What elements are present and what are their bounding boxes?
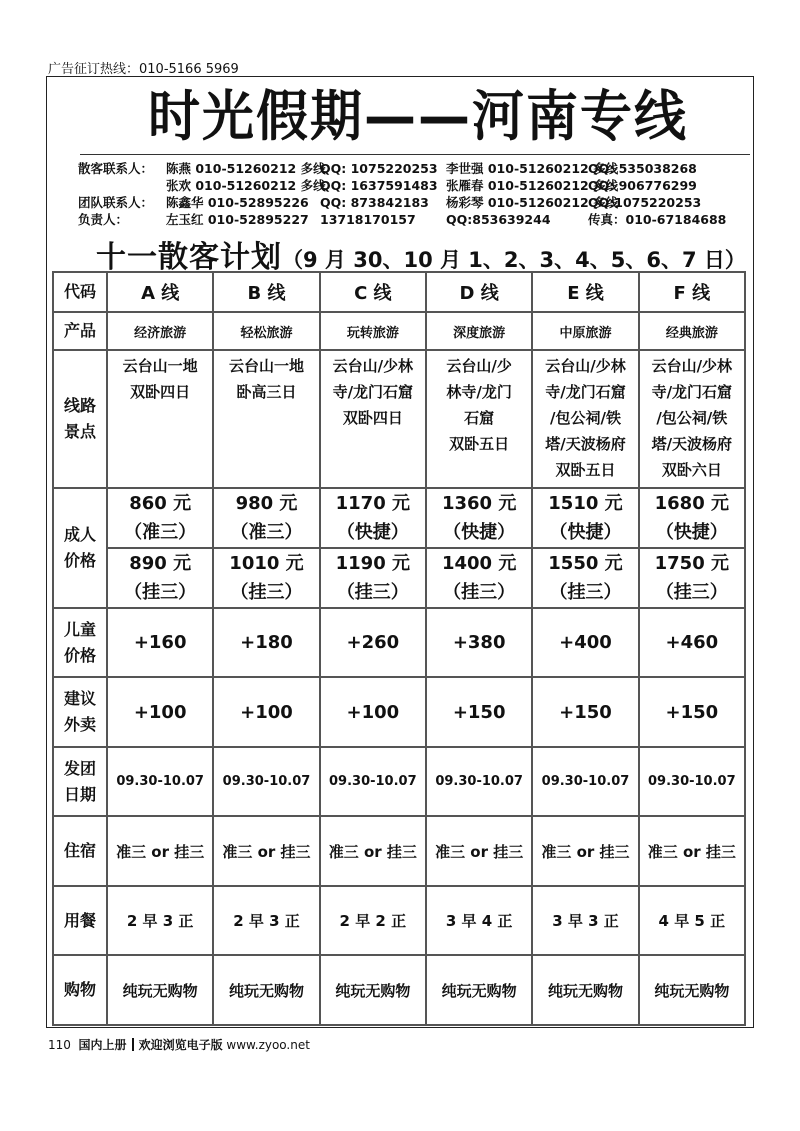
- price-tier: （准三）: [230, 522, 303, 543]
- route-line: 双卧六日: [661, 461, 722, 479]
- meals-row: [53, 886, 745, 955]
- retail-markup: +100: [320, 677, 426, 747]
- price-value: 1680 元: [654, 493, 729, 514]
- row-label-child: 儿童价格: [53, 608, 107, 677]
- route-line: 云台山/少: [446, 357, 512, 375]
- adult-price-b: [532, 548, 638, 608]
- page-footer: [48, 1036, 310, 1053]
- adult-price-row-2: [53, 548, 745, 608]
- ad-hotline: 广告征订热线：010-5166 5969: [48, 62, 239, 77]
- row-label-retail: 建议外卖: [53, 677, 107, 747]
- route-line: 塔/天波杨府: [545, 435, 626, 453]
- product-type: 经典旅游: [639, 312, 745, 350]
- plan-heading: [96, 232, 746, 276]
- product-type: 中原旅游: [532, 312, 638, 350]
- line-code: D 线: [426, 272, 532, 312]
- adult-price-b: [320, 548, 426, 608]
- page-banner-title: 时光假期——河南专线: [148, 85, 689, 149]
- price-value: 1550 元: [548, 553, 623, 574]
- route-cell: [639, 350, 745, 488]
- contact-row: [78, 194, 758, 211]
- row-label-adult: 成人价格: [53, 488, 107, 608]
- meals: 3 早 4 正: [426, 886, 532, 955]
- price-tier: （挂三）: [336, 582, 409, 603]
- price-tier: （快捷）: [655, 522, 728, 543]
- depart-date: 09.30-10.07: [213, 747, 319, 816]
- child-price: +180: [213, 608, 319, 677]
- contact-qq: QQ: 873842183: [320, 195, 429, 210]
- contact-phone: 13718170157: [320, 212, 416, 227]
- contact-row: [78, 160, 758, 177]
- price-tier: （挂三）: [549, 582, 622, 603]
- contact-qq: QQ: 535038268: [588, 161, 697, 176]
- adult-price-b: [426, 548, 532, 608]
- route-line: 双卧四日: [130, 383, 191, 401]
- plan-title: 十一散客计划: [96, 240, 282, 275]
- price-value: 1360 元: [441, 493, 517, 514]
- route-line: /包公祠/铁: [656, 409, 728, 427]
- row-label-code: 代码: [53, 272, 107, 312]
- route-line: 石窟: [464, 409, 495, 427]
- line-code: A 线: [107, 272, 213, 312]
- contact-qq: QQ: 1075220253: [320, 161, 438, 176]
- itinerary-table: [52, 271, 746, 1026]
- retail-row: [53, 677, 745, 747]
- route-line: 寺/龙门石窟: [651, 383, 733, 401]
- price-value: 980 元: [235, 493, 298, 514]
- adult-price-a: [320, 488, 426, 548]
- header-row: [53, 272, 745, 312]
- contact-person: 陈鑫华 010-52895226: [166, 195, 309, 210]
- shopping: 纯玩无购物: [426, 955, 532, 1025]
- route-line: /包公祠/铁: [549, 409, 621, 427]
- child-price-row: [53, 608, 745, 677]
- retail-markup: +150: [532, 677, 638, 747]
- shopping: 纯玩无购物: [320, 955, 426, 1025]
- child-price: +260: [320, 608, 426, 677]
- contact-qq: QQ:1075220253: [588, 195, 702, 210]
- retail-markup: +150: [426, 677, 532, 747]
- shopping: 纯玩无购物: [213, 955, 319, 1025]
- child-price: +400: [532, 608, 638, 677]
- price-tier: （准三）: [124, 522, 197, 543]
- route-cell: [320, 350, 426, 488]
- contact-fax: 传真：010-67184688: [588, 212, 727, 227]
- meals: 3 早 3 正: [532, 886, 638, 955]
- meals: 2 早 3 正: [107, 886, 213, 955]
- plan-dates: （9 月 30、10 月 1、2、3、4、5、6、7 日）: [282, 248, 746, 272]
- adult-price-a: [639, 488, 745, 548]
- price-value: 890 元: [129, 553, 192, 574]
- depart-date: 09.30-10.07: [320, 747, 426, 816]
- hotel-level: 准三 or 挂三: [107, 816, 213, 886]
- route-line: 双卧五日: [555, 461, 616, 479]
- price-value: 1750 元: [654, 553, 729, 574]
- contact-person: 杨彩琴 010-51260212 多线: [446, 195, 619, 210]
- shopping: 纯玩无购物: [532, 955, 638, 1025]
- footer-separator: [132, 1038, 134, 1051]
- hotel-level: 准三 or 挂三: [320, 816, 426, 886]
- row-label-product: 产品: [53, 312, 107, 350]
- divider: [80, 154, 750, 155]
- route-line: 寺/龙门石窟: [332, 383, 414, 401]
- product-type: 玩转旅游: [320, 312, 426, 350]
- route-line: 双卧四日: [342, 409, 403, 427]
- route-cell: [213, 350, 319, 488]
- line-code: E 线: [532, 272, 638, 312]
- route-line: 塔/天波杨府: [651, 435, 733, 453]
- route-line: 林寺/龙门: [446, 383, 512, 401]
- price-value: 1400 元: [441, 553, 517, 574]
- price-tier: （挂三）: [443, 582, 516, 603]
- product-type: 经济旅游: [107, 312, 213, 350]
- retail-markup: +100: [213, 677, 319, 747]
- depart-date: 09.30-10.07: [639, 747, 745, 816]
- contact-role: 散客联系人：: [78, 161, 154, 176]
- adult-price-row-1: [53, 488, 745, 548]
- shopping-row: [53, 955, 745, 1025]
- route-line: 双卧五日: [449, 435, 510, 453]
- adult-price-a: [532, 488, 638, 548]
- hotel-row: [53, 816, 745, 886]
- price-value: 1010 元: [229, 553, 304, 574]
- child-price: +460: [639, 608, 745, 677]
- price-value: 1170 元: [335, 493, 410, 514]
- depart-date: 09.30-10.07: [107, 747, 213, 816]
- child-price: +380: [426, 608, 532, 677]
- row-label-route: 线路景点: [53, 350, 107, 488]
- route-line: 云台山/少林: [332, 357, 414, 375]
- retail-markup: +150: [639, 677, 745, 747]
- adult-price-b: [639, 548, 745, 608]
- product-row: [53, 312, 745, 350]
- adult-price-b: [107, 548, 213, 608]
- product-type: 轻松旅游: [213, 312, 319, 350]
- contact-row: [78, 211, 758, 228]
- contact-person: 陈燕 010-51260212 多线: [166, 161, 326, 176]
- hotel-level: 准三 or 挂三: [426, 816, 532, 886]
- price-value: 1190 元: [335, 553, 410, 574]
- route-line: 云台山一地: [228, 357, 304, 375]
- contact-qq: QQ: 906776299: [588, 178, 697, 193]
- child-price: +160: [107, 608, 213, 677]
- meals: 2 早 3 正: [213, 886, 319, 955]
- price-tier: （挂三）: [655, 582, 728, 603]
- contact-row: [78, 177, 758, 194]
- hotel-level: 准三 or 挂三: [639, 816, 745, 886]
- depart-row: [53, 747, 745, 816]
- row-label-depart: 发团日期: [53, 747, 107, 816]
- route-line: 云台山/少林: [651, 357, 733, 375]
- depart-date: 09.30-10.07: [532, 747, 638, 816]
- route-line: 云台山一地: [122, 357, 198, 375]
- section-name: 国内上册: [78, 1038, 127, 1052]
- hotel-level: 准三 or 挂三: [213, 816, 319, 886]
- meals: 2 早 2 正: [320, 886, 426, 955]
- page-number: 110: [48, 1038, 71, 1052]
- hotel-level: 准三 or 挂三: [532, 816, 638, 886]
- line-code: F 线: [639, 272, 745, 312]
- contact-qq: QQ: 1637591483: [320, 178, 438, 193]
- row-label-hotel: 住宿: [53, 816, 107, 886]
- route-line: 寺/龙门石窟: [545, 383, 626, 401]
- contact-qq: QQ:853639244: [446, 212, 551, 227]
- price-tier: （挂三）: [230, 582, 303, 603]
- contact-role: 负责人：: [78, 212, 129, 227]
- route-line: 云台山/少林: [545, 357, 626, 375]
- product-type: 深度旅游: [426, 312, 532, 350]
- price-tier: （快捷）: [443, 522, 516, 543]
- adult-price-a: [426, 488, 532, 548]
- shopping: 纯玩无购物: [639, 955, 745, 1025]
- route-cell: [532, 350, 638, 488]
- price-value: 1510 元: [548, 493, 623, 514]
- contact-person: 左玉红 010-52895227: [166, 212, 309, 227]
- row-label-shopping: 购物: [53, 955, 107, 1025]
- retail-markup: +100: [107, 677, 213, 747]
- price-tier: （挂三）: [124, 582, 197, 603]
- line-code: C 线: [320, 272, 426, 312]
- contact-person: 李世强 010-51260212 多线: [446, 161, 619, 176]
- adult-price-a: [107, 488, 213, 548]
- line-code: B 线: [213, 272, 319, 312]
- adult-price-a: [213, 488, 319, 548]
- price-value: 860 元: [129, 493, 192, 514]
- row-label-meals: 用餐: [53, 886, 107, 955]
- route-cell: [107, 350, 213, 488]
- route-row: [53, 350, 745, 488]
- contact-person: 张雁春 010-51260212 多线: [446, 178, 619, 193]
- meals: 4 早 5 正: [639, 886, 745, 955]
- depart-date: 09.30-10.07: [426, 747, 532, 816]
- footer-slogan: 欢迎浏览电子版: [138, 1038, 223, 1052]
- shopping: 纯玩无购物: [107, 955, 213, 1025]
- route-line: 卧高三日: [236, 383, 297, 401]
- adult-price-b: [213, 548, 319, 608]
- contact-person: 张欢 010-51260212 多线: [166, 178, 326, 193]
- price-tier: （快捷）: [549, 522, 622, 543]
- route-cell: [426, 350, 532, 488]
- price-tier: （快捷）: [336, 522, 409, 543]
- contact-role: 团队联系人：: [78, 195, 154, 210]
- contact-block: [78, 160, 758, 228]
- footer-url[interactable]: www.zyoo.net: [226, 1038, 310, 1052]
